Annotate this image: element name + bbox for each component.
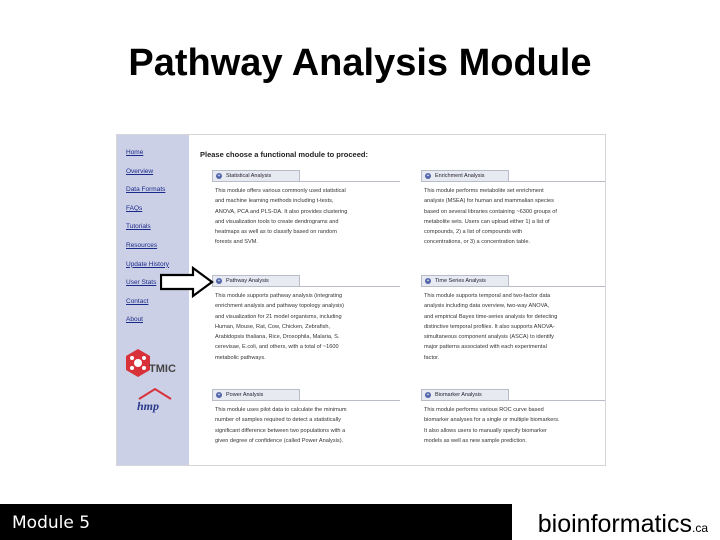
- description-line: enrichment analysis and pathway topology analysis): [215, 303, 345, 310]
- plus-icon: +: [426, 278, 430, 284]
- plus-icon: +: [426, 173, 430, 179]
- module-tab-enrichment-analysis[interactable]: [421, 170, 509, 181]
- module-description: [212, 400, 400, 446]
- hmp-logo: [135, 387, 175, 423]
- brand-main: bioinformatics: [537, 510, 692, 538]
- module-tab-power-analysis[interactable]: [212, 389, 300, 400]
- description-line: ANOVA, PCA and PLS-DA. It also provides clustering: [215, 208, 348, 215]
- description-line: Arabidopsis thaliana, Rice, Drosophila, Malaria, S.: [215, 334, 340, 341]
- module-title: Time Series Analysis: [435, 278, 486, 284]
- brand-box: [512, 504, 720, 540]
- plus-icon: +: [217, 392, 221, 398]
- module-title: Statistical Analysis: [226, 173, 272, 179]
- tmic-logo: [123, 347, 183, 383]
- description-line: and visualization tools to create dendrograms and: [215, 218, 339, 225]
- description-line: distinctive temporal profiles. It also supports ANOVA-: [424, 323, 555, 330]
- brand-tld: .ca: [691, 521, 708, 535]
- description-line: based on several libraries containing ~6300 groups of: [424, 208, 557, 215]
- sidebar-item-data-formats[interactable]: Data Formats: [126, 186, 166, 194]
- sidebar-item-tutorials[interactable]: Tutorials: [126, 223, 151, 231]
- plus-icon: +: [217, 278, 221, 284]
- sidebar-item-about[interactable]: About: [126, 316, 143, 324]
- description-line: analysis including data overview, two-way ANOVA,: [424, 303, 550, 310]
- module-title: Power Analysis: [226, 392, 264, 398]
- description-line: major patterns associated with each experimental: [424, 344, 547, 351]
- main-content: [189, 135, 606, 466]
- module-heading: Please choose a functional module to proceed:: [200, 150, 368, 159]
- description-line: cerevisae, E.coli, and others, with a total of ~1600: [215, 344, 339, 351]
- module-title: Pathway Analysis: [226, 278, 269, 284]
- pointer-arrow-icon: [160, 266, 214, 298]
- description-line: forests and SVM.: [215, 239, 258, 246]
- sidebar-item-home[interactable]: Home: [126, 149, 144, 156]
- plus-icon: +: [217, 173, 221, 179]
- module-title: Enrichment Analysis: [435, 173, 485, 179]
- module-pathway-analysis: [212, 275, 400, 363]
- description-line: biomarker analyses for a single or multiple biomarkers.: [424, 417, 560, 424]
- description-line: and visualization for 21 model organisms, including: [215, 313, 342, 320]
- description-line: factor.: [424, 354, 440, 361]
- description-line: Human, Mouse, Rat, Cow, Chicken, Zebrafish,: [215, 323, 331, 330]
- description-line: heatmaps as well as to classify based on random: [215, 229, 337, 236]
- brand-logo: [538, 510, 708, 539]
- module-tab-pathway-analysis[interactable]: [212, 275, 300, 286]
- module-description: [421, 400, 606, 446]
- description-line: analysis (MSEA) for human and mammalian species: [424, 198, 554, 205]
- description-line: and machine learning methods including t-tests,: [215, 198, 334, 205]
- description-line: number of samples required to detect a statistically: [215, 417, 341, 424]
- module-statistical-analysis: [212, 170, 400, 248]
- plus-icon: +: [426, 392, 430, 398]
- module-title: Biomarker Analysis: [435, 392, 482, 398]
- description-line: simultaneous component analysis (ASCA) to identify: [424, 334, 554, 341]
- sidebar-item-faqs[interactable]: FAQs: [126, 204, 143, 212]
- module-tab-biomarker-analysis[interactable]: [421, 389, 509, 400]
- module-time-series-analysis: [421, 275, 606, 363]
- module-biomarker-analysis: [421, 389, 606, 446]
- description-line: compounds, 2) a list of compounds with: [424, 229, 523, 236]
- description-line: This module performs various ROC curve based: [424, 407, 544, 413]
- description-line: metabolite sets. Users can upload either 1) a list of: [424, 218, 550, 225]
- module-tab-time-series-analysis[interactable]: [421, 275, 509, 286]
- module-label: Module 5: [12, 513, 91, 533]
- description-line: metabolic pathways.: [215, 354, 266, 361]
- module-tab-statistical-analysis[interactable]: [212, 170, 300, 181]
- description-line: significant difference between two populations with a: [215, 427, 346, 434]
- description-line: This module offers various commonly used statistical: [215, 188, 346, 194]
- description-line: This module uses pilot data to calculate the minimum: [215, 407, 347, 413]
- screenshot-window: [116, 134, 606, 466]
- module-enrichment-analysis: [421, 170, 606, 248]
- module-description: [212, 286, 400, 363]
- module-description: [212, 181, 400, 248]
- footer-bar: [0, 504, 720, 540]
- hmp-logo-text: hmp: [137, 399, 160, 413]
- description-line: It also allows users to manually specify biomarker: [424, 427, 547, 434]
- module-description: [421, 181, 606, 248]
- sidebar-item-update-history[interactable]: Update History: [126, 260, 169, 268]
- sidebar-item-overview[interactable]: Overview: [126, 167, 154, 175]
- module-power-analysis: [212, 389, 400, 446]
- sidebar: [117, 135, 189, 466]
- tmic-logo-text: TMIC: [149, 363, 176, 375]
- slide-title: Pathway Analysis Module: [128, 42, 592, 84]
- sidebar-item-user-stats[interactable]: User Stats: [126, 279, 157, 287]
- sidebar-item-contact[interactable]: Contact: [126, 297, 149, 305]
- description-line: and empirical Bayes time-series analysis for detecting: [424, 313, 558, 320]
- description-line: This module supports temporal and two-factor data: [424, 293, 551, 299]
- description-line: given degree of confidence (called Power Analysis).: [215, 437, 344, 444]
- sidebar-item-resources[interactable]: Resources: [126, 241, 158, 249]
- description-line: concentrations, or 3) a concentration table.: [424, 239, 531, 246]
- description-line: models as well as new sample prediction.: [424, 437, 527, 444]
- description-line: This module performs metabolite set enrichment: [424, 188, 544, 194]
- module-description: [421, 286, 606, 363]
- description-line: This module supports pathway analysis (integrating: [215, 293, 343, 299]
